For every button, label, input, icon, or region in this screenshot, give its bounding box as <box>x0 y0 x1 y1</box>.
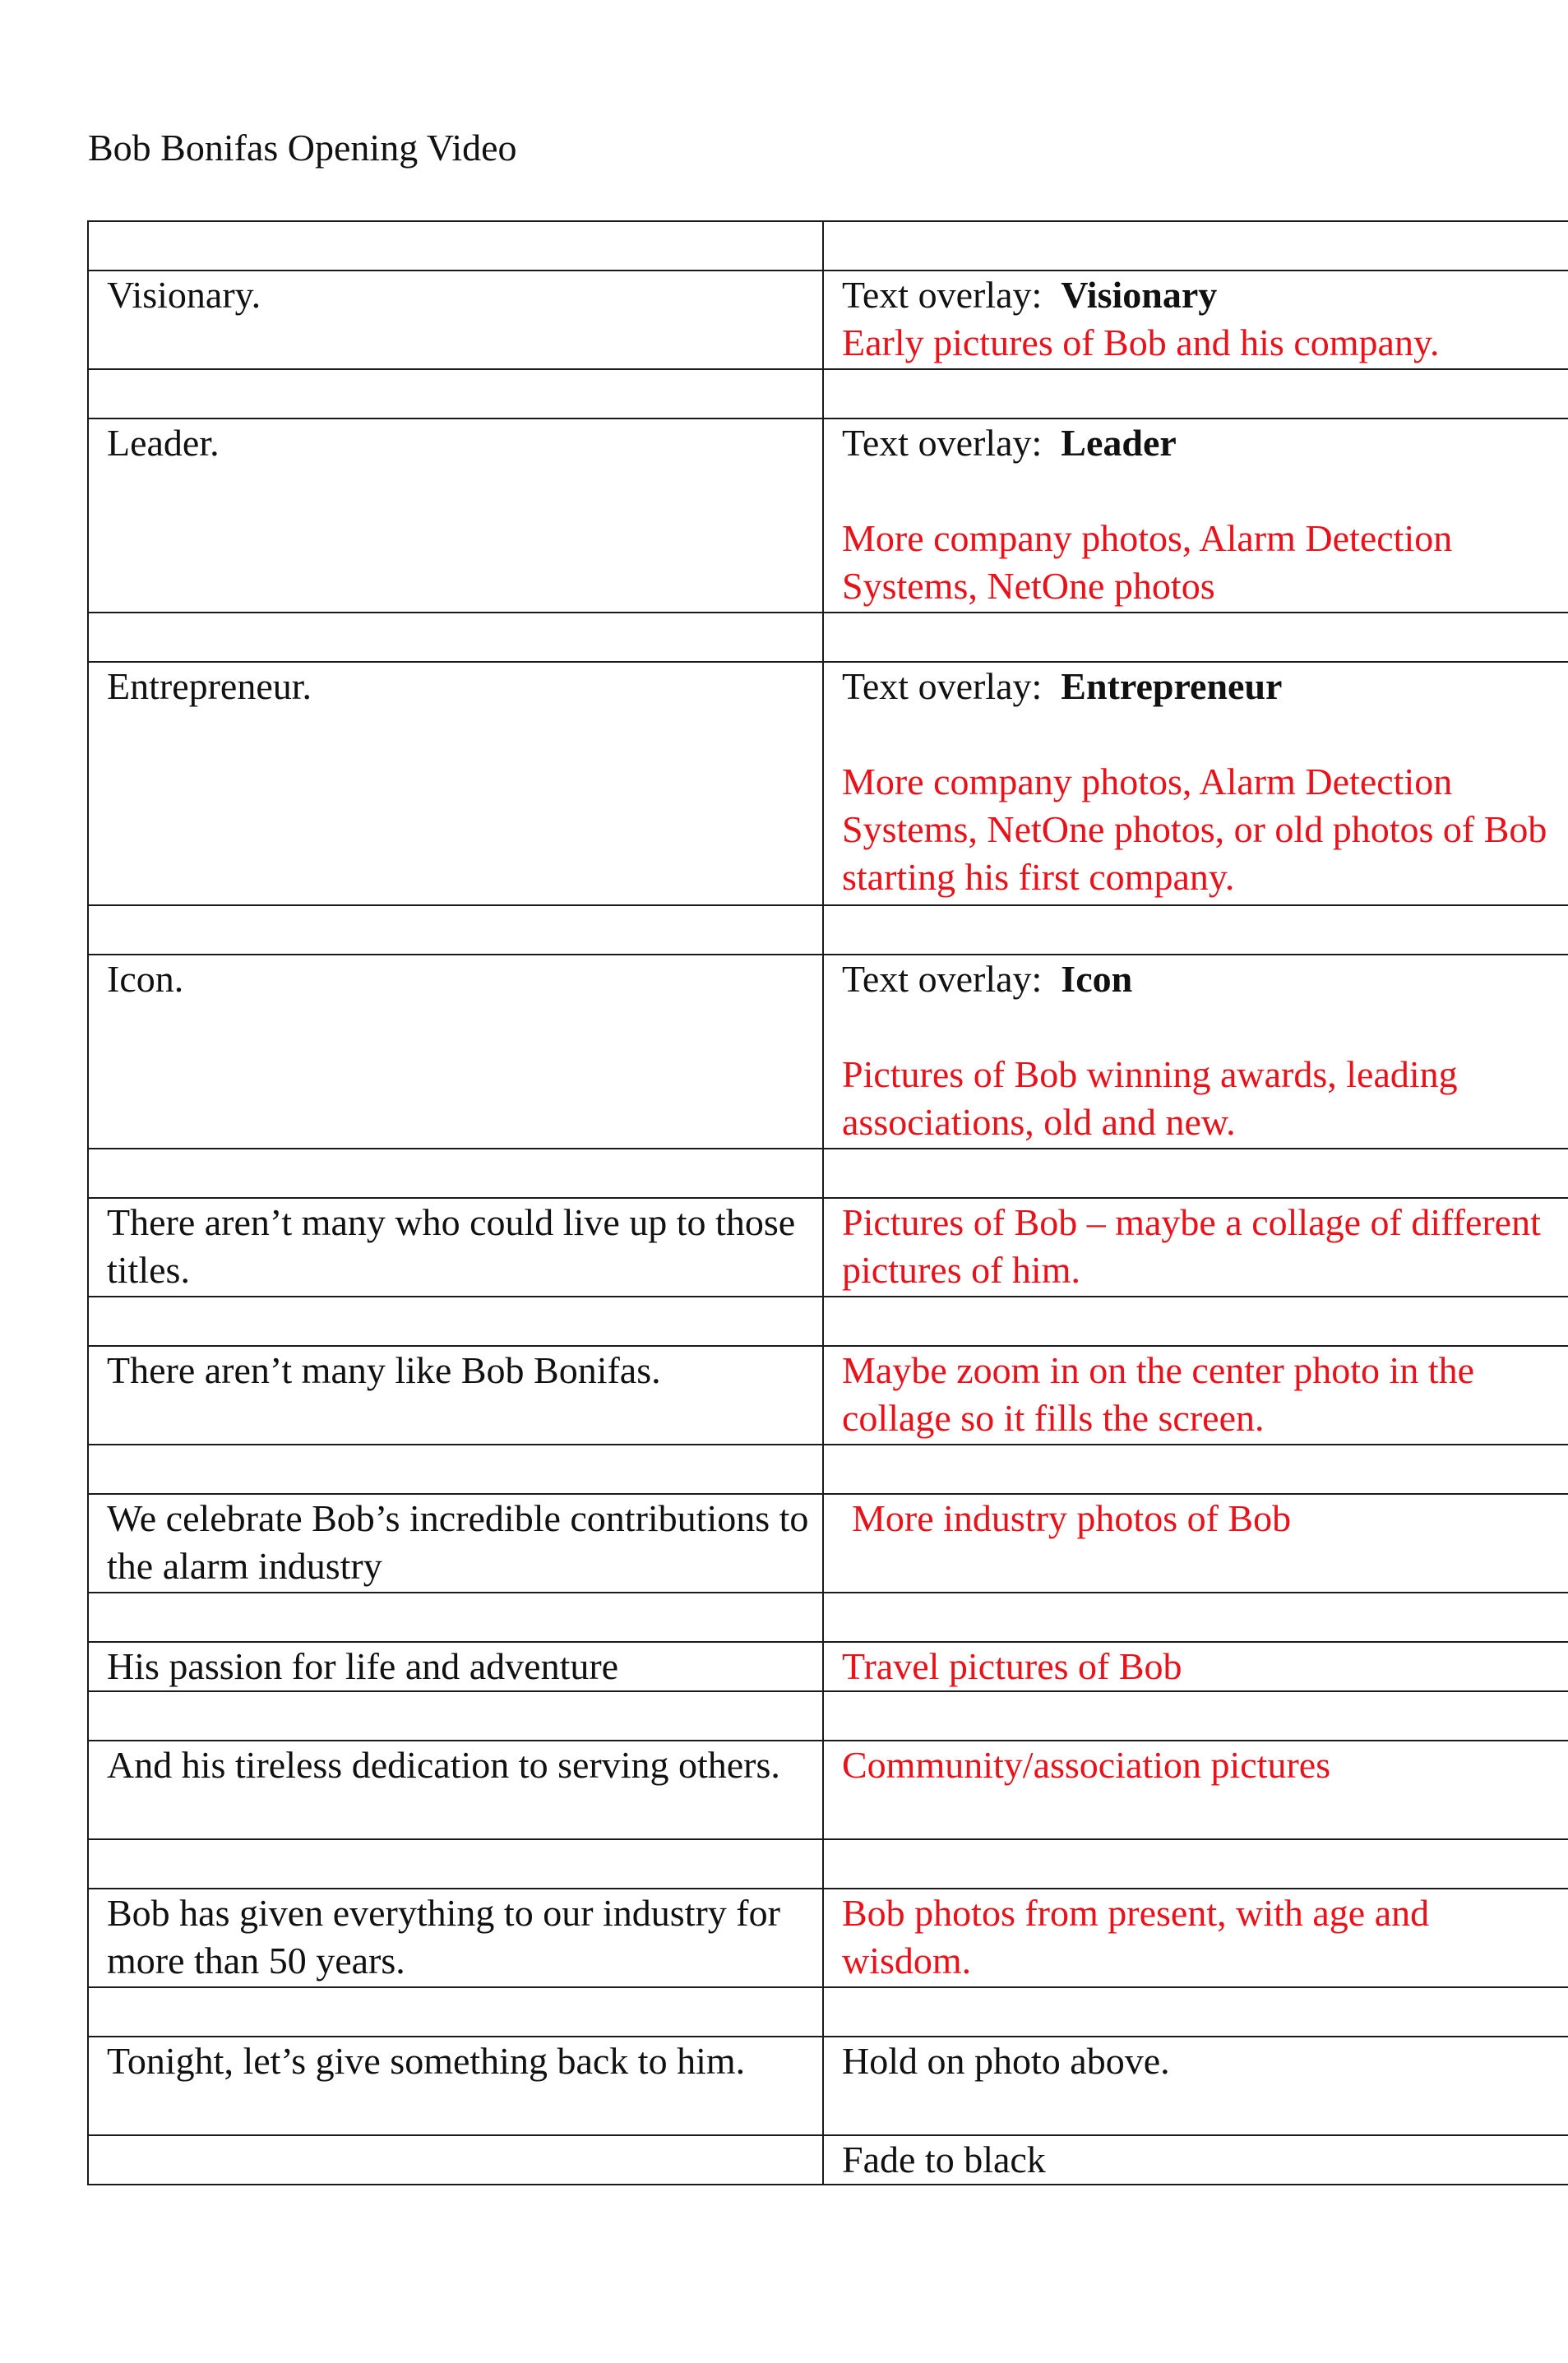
narration-cell <box>88 418 823 613</box>
spacer-row <box>88 1593 1568 1642</box>
table-row <box>88 1494 1568 1593</box>
spacer-row <box>88 1149 1568 1198</box>
visual-note: Maybe zoom in on the center photo in the collage so it fills the screen. <box>842 1349 1475 1439</box>
visual-cell <box>823 1494 1568 1593</box>
visual-instruction: Hold on photo above. <box>842 2040 1170 2082</box>
visual-note: Pictures of Bob – maybe a collage of different pictures of him. <box>842 1201 1541 1291</box>
narration-cell <box>88 1346 823 1445</box>
narration-cell <box>88 1889 823 1987</box>
table-row <box>88 2037 1568 2135</box>
overlay-word: Leader <box>1061 422 1177 464</box>
visual-note: Community/association pictures <box>842 1744 1331 1786</box>
spacer-row <box>88 613 1568 662</box>
table-row <box>88 2135 1568 2185</box>
visual-cell <box>823 1346 1568 1445</box>
visual-cell <box>823 271 1568 369</box>
table-row-icon <box>88 955 1568 1149</box>
overlay-prefix: Text overlay: <box>842 274 1043 316</box>
visual-cell <box>823 1198 1568 1297</box>
table-row <box>88 1642 1568 1691</box>
overlay-prefix: Text overlay: <box>842 958 1043 1000</box>
line-gap <box>842 1003 1558 1051</box>
overlay-prefix: Text overlay: <box>842 665 1043 707</box>
narration-cell <box>88 1198 823 1297</box>
text-overlay-line <box>842 955 1558 1003</box>
visual-cell <box>823 1889 1568 1987</box>
visual-cell <box>823 1741 1568 1839</box>
visual-cell <box>823 955 1568 1149</box>
table-row-visionary <box>88 271 1568 369</box>
empty-cell <box>823 1149 1568 1198</box>
empty-cell <box>823 221 1568 271</box>
table-row-entrepreneur <box>88 662 1568 905</box>
visual-note: Early pictures of Bob and his company. <box>842 321 1440 363</box>
narration-text: Tonight, let’s give something back to him. <box>107 2040 746 2082</box>
empty-cell <box>823 1297 1568 1346</box>
narration-text: We celebrate Bob’s incredible contributions to the alarm industry <box>107 1497 809 1587</box>
empty-cell <box>88 221 823 271</box>
narration-text: And his tireless dedication to serving others. <box>107 1744 780 1786</box>
empty-cell <box>88 1149 823 1198</box>
empty-cell <box>88 369 823 418</box>
overlay-prefix: Text overlay: <box>842 422 1043 464</box>
empty-cell <box>88 1297 823 1346</box>
narration-cell <box>88 1642 823 1691</box>
spacer-row <box>88 905 1568 955</box>
empty-cell <box>88 1445 823 1494</box>
empty-cell <box>823 1987 1568 2037</box>
empty-cell <box>88 905 823 955</box>
empty-cell <box>823 1839 1568 1889</box>
empty-cell <box>88 1987 823 2037</box>
narration-cell <box>88 2037 823 2135</box>
text-overlay-line <box>842 663 1558 710</box>
spacer-row <box>88 1987 1568 2037</box>
visual-note: More company photos, Alarm Detection Systems, NetOne photos, or old photos of Bob starting his first company. <box>842 761 1547 898</box>
narration-cell <box>88 1741 823 1839</box>
visual-note: More company photos, Alarm Detection Systems, NetOne photos <box>842 517 1453 607</box>
visual-cell <box>823 2037 1568 2135</box>
spacer-row <box>88 1297 1568 1346</box>
empty-cell <box>88 1691 823 1741</box>
narration-text: There aren’t many who could live up to those titles. <box>107 1201 796 1291</box>
visual-note: Travel pictures of Bob <box>842 1645 1182 1687</box>
narration-text: Leader. <box>107 422 220 464</box>
text-overlay-line <box>842 271 1558 319</box>
empty-cell <box>823 613 1568 662</box>
spacer-row <box>88 369 1568 418</box>
narration-text: Bob has given everything to our industry for more than 50 years. <box>107 1892 780 1981</box>
narration-cell <box>88 662 823 905</box>
empty-cell <box>88 1839 823 1889</box>
empty-cell <box>823 905 1568 955</box>
empty-cell <box>88 1593 823 1642</box>
spacer-row <box>88 1691 1568 1741</box>
spacer-row <box>88 221 1568 271</box>
empty-cell <box>823 1593 1568 1642</box>
document-title: Bob Bonifas Opening Video <box>88 127 517 169</box>
table-row <box>88 1741 1568 1839</box>
text-overlay-line <box>842 419 1558 467</box>
visual-cell <box>823 1642 1568 1691</box>
empty-cell <box>823 1691 1568 1741</box>
narration-text: His passion for life and adventure <box>107 1645 619 1687</box>
empty-cell <box>823 1445 1568 1494</box>
spacer-row <box>88 1445 1568 1494</box>
narration-text: Visionary. <box>107 274 261 316</box>
visual-note: Pictures of Bob winning awards, leading associations, old and new. <box>842 1053 1458 1143</box>
line-gap <box>842 467 1558 515</box>
spacer-row <box>88 1839 1568 1889</box>
narration-text: There aren’t many like Bob Bonifas. <box>107 1349 661 1391</box>
visual-cell <box>823 662 1568 905</box>
visual-note: More industry photos of Bob <box>852 1497 1292 1539</box>
narration-cell <box>88 2135 823 2185</box>
table-row <box>88 1346 1568 1445</box>
narration-cell <box>88 1494 823 1593</box>
narration-cell <box>88 271 823 369</box>
visual-note: Bob photos from present, with age and wisdom. <box>842 1892 1430 1981</box>
overlay-word: Icon <box>1061 958 1133 1000</box>
overlay-word: Entrepreneur <box>1061 665 1283 707</box>
visual-cell <box>823 2135 1568 2185</box>
line-gap <box>842 710 1558 758</box>
table-row <box>88 1889 1568 1987</box>
overlay-word: Visionary <box>1061 274 1218 316</box>
table-row-leader <box>88 418 1568 613</box>
narration-text: Entrepreneur. <box>107 665 312 707</box>
narration-cell <box>88 955 823 1149</box>
visual-cell <box>823 418 1568 613</box>
empty-cell <box>88 613 823 662</box>
table-row <box>88 1198 1568 1297</box>
empty-cell <box>823 369 1568 418</box>
narration-text: Icon. <box>107 958 184 1000</box>
visual-instruction: Fade to black <box>842 2139 1046 2180</box>
script-table <box>87 220 1568 2185</box>
